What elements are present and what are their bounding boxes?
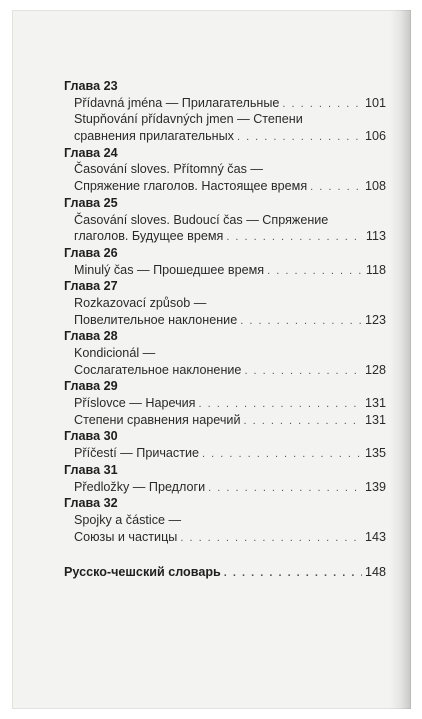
toc-entry-title: Časování sloves. Budoucí čas — Спряжение (74, 212, 329, 227)
toc-entry[interactable] (64, 345, 386, 362)
toc-entry[interactable] (64, 312, 386, 329)
toc-entry[interactable] (64, 362, 386, 379)
toc-entry[interactable] (64, 228, 386, 245)
toc-entry-title: Příslovce — Наречия (74, 396, 196, 411)
chapter-heading: Глава 24 (64, 145, 118, 160)
toc-entry-page: 101 (364, 95, 386, 110)
dot-leader (237, 129, 362, 146)
toc-entry[interactable] (64, 295, 386, 312)
toc-entry-title: Přídavná jména — Прилагательные (74, 95, 280, 110)
toc-entry-page: 118 (365, 262, 386, 277)
toc-entry-page: 106 (364, 129, 386, 144)
toc-entry-title: Степени сравнения наречий (74, 412, 241, 427)
chapter-heading: Глава 25 (64, 195, 118, 210)
toc-entry[interactable] (64, 412, 386, 429)
toc-entry-title: глаголов. Будущее время (74, 229, 224, 244)
toc-entry-title: Časování sloves. Přítomný čas — (74, 162, 263, 177)
toc-entry[interactable] (64, 212, 386, 229)
toc-entry-title: Předložky — Предлоги (74, 479, 206, 494)
table-of-contents (64, 78, 386, 581)
dot-leader (224, 565, 362, 582)
toc-entry[interactable] (64, 128, 386, 145)
toc-entry[interactable] (64, 512, 386, 529)
chapter-heading: Глава 31 (64, 462, 118, 477)
toc-entry-title: Spojky a částice — (74, 512, 182, 527)
toc-entry-title: Stupňování přídavných jmen — Степени (74, 112, 303, 127)
toc-entry[interactable] (64, 95, 386, 112)
chapter-heading: Глава 27 (64, 279, 118, 294)
toc-entry-title: сравнения прилагательных (74, 129, 234, 144)
toc-entry-page: 131 (364, 412, 386, 427)
toc-entry-title: Příčestí — Причастие (74, 446, 200, 461)
toc-entry-page: 135 (364, 446, 386, 461)
dictionary-page: 148 (364, 565, 386, 580)
toc-entry-page: 139 (364, 479, 386, 494)
toc-entry-page: 131 (364, 396, 386, 411)
dot-leader (243, 413, 362, 430)
dictionary-entry[interactable] (64, 564, 386, 581)
dot-leader (240, 313, 362, 330)
dot-leader (202, 446, 362, 463)
dot-leader (180, 530, 362, 547)
chapter-heading: Глава 30 (64, 429, 118, 444)
dot-leader (199, 396, 362, 413)
chapter-heading: Глава 26 (64, 245, 118, 260)
chapter-heading: Глава 29 (64, 379, 118, 394)
toc-entry-title: Повелительное наклонение (74, 312, 238, 327)
toc-entry[interactable] (64, 395, 386, 412)
chapter-heading: Глава 23 (64, 79, 118, 93)
toc-entry-page: 143 (364, 529, 386, 544)
dot-leader (226, 229, 363, 246)
chapter-heading: Глава 28 (64, 329, 118, 344)
section-spacer (64, 545, 386, 564)
toc-entry[interactable] (64, 529, 386, 546)
toc-entry-title: Союзы и частицы (74, 529, 178, 544)
toc-entry-title: Rozkazovací způsob — (74, 295, 207, 310)
dot-leader (282, 96, 362, 113)
dictionary-title: Русско-чешский словарь (64, 565, 221, 580)
toc-entry-title: Kondicionál — (74, 346, 156, 360)
toc-entry[interactable] (64, 445, 386, 462)
toc-entry-page: 123 (364, 312, 386, 327)
dot-leader (244, 363, 362, 380)
toc-entry[interactable] (64, 262, 386, 279)
toc-entry-page: 128 (364, 362, 386, 377)
toc-entry-page: 113 (365, 229, 386, 244)
dot-leader (310, 179, 362, 196)
toc-entry-title: Спряжение глаголов. Настоящее время (74, 179, 308, 194)
dot-leader (208, 480, 362, 497)
toc-entry[interactable] (64, 178, 386, 195)
page-edge-shadow (390, 10, 411, 709)
toc-entry-title: Minulý čas — Прошедшее время (74, 262, 265, 277)
toc-entry[interactable] (64, 161, 386, 178)
toc-entry[interactable] (64, 479, 386, 496)
toc-entry-page: 108 (364, 179, 386, 194)
toc-entry-title: Сослагательное наклонение (74, 362, 242, 377)
chapter-heading: Глава 32 (64, 496, 118, 511)
dot-leader (267, 263, 363, 280)
toc-entry[interactable] (64, 111, 386, 128)
